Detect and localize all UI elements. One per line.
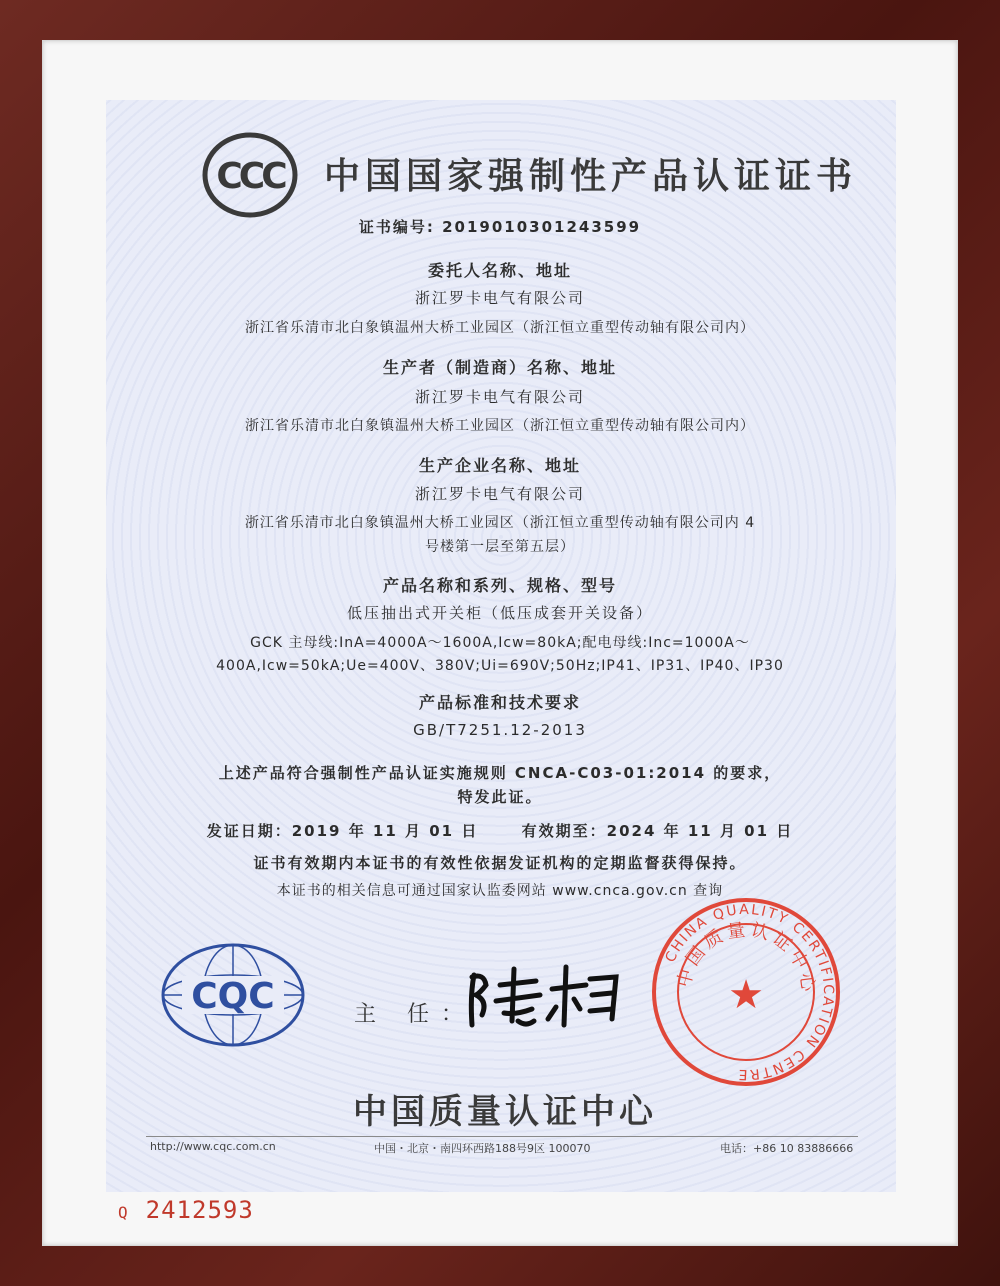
product-spec-line-1: GCK 主母线:InA=4000A～1600A,Icw=80kA;配电母线:Inc=1000A～ (250, 635, 750, 651)
standard-value: GB/T7251.12-2013 (413, 721, 587, 739)
conformity-statement-line-2: 特发此证。 (457, 788, 543, 806)
issue-and-expiry-dates: 发证日期：2019 年 11 月 01 日 有效期至：2024 年 11 月 01 日 (206, 822, 794, 840)
footer-phone: 电话：+86 10 83886666 (720, 1142, 854, 1155)
serial-value: 2412593 (145, 1196, 254, 1224)
certificate-number: 证书编号: 2019010301243599 (358, 218, 642, 236)
factory-address-line-2: 号楼第一层至第五层） (425, 539, 575, 555)
footer-address: 中国・北京・南四环西路188号9区 100070 (374, 1142, 591, 1155)
ccc-logo-icon (202, 132, 298, 218)
website-note: 本证书的相关信息可通过国家认监委网站 www.cnca.gov.cn 查询 (276, 883, 724, 899)
svg-text:★: ★ (728, 972, 764, 1018)
factory-name: 浙江罗卡电气有限公司 (414, 485, 585, 503)
manufacturer-heading: 生产者（制造商）名称、地址 (382, 358, 617, 377)
footer-divider (146, 1136, 858, 1137)
product-spec-line-2: 400A,Icw=50kA;Ue=400V、380V;Ui=690V;50Hz;IP41、IP31、IP40、IP30 (216, 658, 784, 674)
conformity-statement-line-1: 上述产品符合强制性产品认证实施规则 CNCA-C03-01:2014 的要求， (218, 764, 782, 782)
factory-address-line-1: 浙江省乐清市北白象镇温州大桥工业园区（浙江恒立重型传动轴有限公司内 4 (244, 515, 756, 531)
product-heading: 产品名称和系列、规格、型号 (382, 576, 617, 595)
svg-text:CCC: CCC (216, 156, 284, 197)
applicant-address: 浙江省乐清市北白象镇温州大桥工业园区（浙江恒立重型传动轴有限公司内） (245, 320, 755, 336)
official-seal (650, 896, 842, 1088)
director-label: 主 任： (354, 1002, 475, 1027)
manufacturer-name: 浙江罗卡电气有限公司 (414, 388, 585, 406)
footer-url[interactable]: http://www.cqc.com.cn (150, 1140, 276, 1153)
certificate-title: 中国国家强制性产品认证证书 (324, 156, 858, 197)
standard-heading: 产品标准和技术要求 (418, 693, 581, 712)
svg-text:CQC: CQC (191, 976, 275, 1017)
applicant-heading: 委托人名称、地址 (427, 261, 572, 280)
manufacturer-address: 浙江省乐清市北白象镇温州大桥工业园区（浙江恒立重型传动轴有限公司内） (245, 418, 755, 434)
applicant-name: 浙江罗卡电气有限公司 (414, 289, 585, 307)
director-signature (456, 955, 626, 1035)
validity-note: 证书有效期内本证书的有效性依据发证机构的定期监督获得保持。 (253, 854, 747, 872)
serial-prefix: Q (118, 1203, 128, 1222)
factory-heading: 生产企业名称、地址 (418, 456, 581, 475)
issuing-organization: 中国质量认证中心 (353, 1092, 657, 1132)
cqc-logo-icon (158, 940, 308, 1050)
svg-text:中国质量认证中心: 中国质量认证中心 (673, 919, 819, 997)
serial-number (118, 1196, 254, 1224)
svg-text:CHINA QUALITY CERTIFICATION CE: CHINA QUALITY CERTIFICATION CENTRE (662, 901, 837, 1083)
product-name: 低压抽出式开关柜（低压成套开关设备） (346, 604, 653, 622)
